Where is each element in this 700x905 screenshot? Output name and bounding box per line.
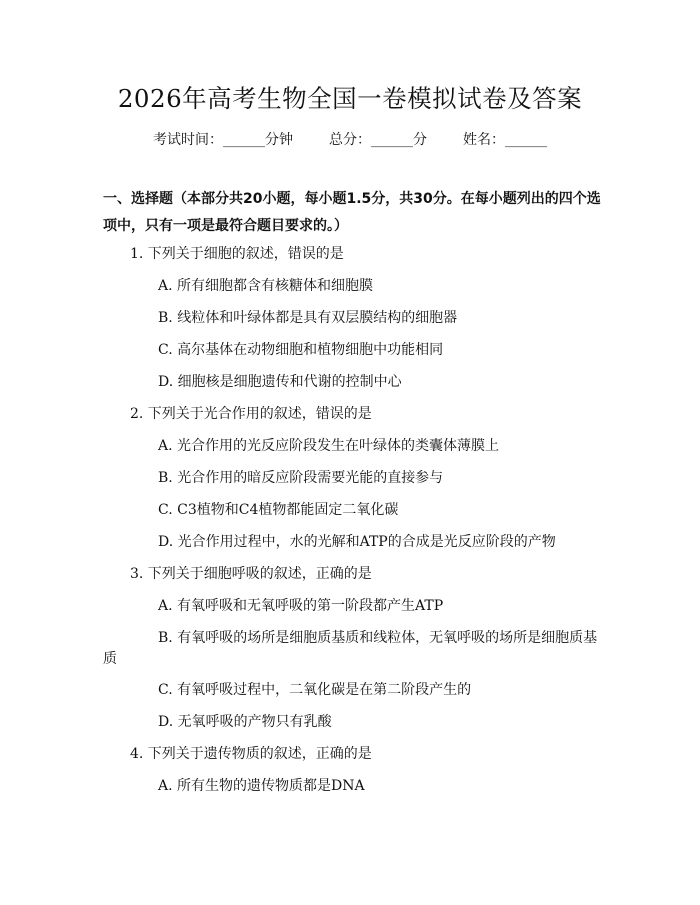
question-option: C. 有氧呼吸过程中，二氧化碳是在第二阶段产生的: [158, 682, 472, 698]
question-stem: 1. 下列关于细胞的叙述，错误的是: [130, 246, 344, 262]
question-option: B. 线粒体和叶绿体都是具有双层膜结构的细胞器: [158, 310, 458, 326]
question-stem: 4. 下列关于遗传物质的叙述，正确的是: [130, 746, 372, 762]
question-stem: 3. 下列关于细胞呼吸的叙述，正确的是: [130, 566, 372, 582]
total-score-field: 总分：______分: [329, 132, 427, 148]
exam-info: [0, 129, 700, 151]
question-option: D. 光合作用过程中，水的光解和ATP的合成是光反应阶段的产物: [158, 534, 556, 550]
page-title: 2026年高考生物全国一卷模拟试卷及答案: [117, 84, 583, 113]
question-option: D. 细胞核是细胞遗传和代谢的控制中心: [158, 374, 402, 390]
question-option: A. 所有细胞都含有核糖体和细胞膜: [158, 278, 374, 294]
question-option: B. 有氧呼吸的场所是细胞质基质和线粒体，无氧呼吸的场所是细胞质基: [158, 630, 598, 646]
question-option: A. 所有生物的遗传物质都是DNA: [158, 778, 365, 794]
exam-time-field: 考试时间：______分钟: [153, 132, 293, 148]
question-option-continued: 质: [103, 651, 117, 667]
question-option: D. 无氧呼吸的产物只有乳酸: [158, 714, 332, 730]
question-option: C. 高尔基体在动物细胞和植物细胞中功能相同: [158, 342, 444, 358]
question-stem: 2. 下列关于光合作用的叙述，错误的是: [130, 406, 372, 422]
question-option: B. 光合作用的暗反应阶段需要光能的直接参与: [158, 470, 444, 486]
section-heading: 一、选择题（本部分共20小题，每小题1.5分，共30分。在每小题列出的四个选项中，只有一项是最符合题目要求的。）: [103, 191, 601, 234]
question-option: C. C3植物和C4植物都能固定二氧化碳: [158, 502, 399, 518]
question-option: A. 有氧呼吸和无氧呼吸的第一阶段都产生ATP: [158, 598, 444, 614]
question-option: A. 光合作用的光反应阶段发生在叶绿体的类囊体薄膜上: [158, 438, 500, 454]
name-field: 姓名：______: [463, 132, 547, 148]
